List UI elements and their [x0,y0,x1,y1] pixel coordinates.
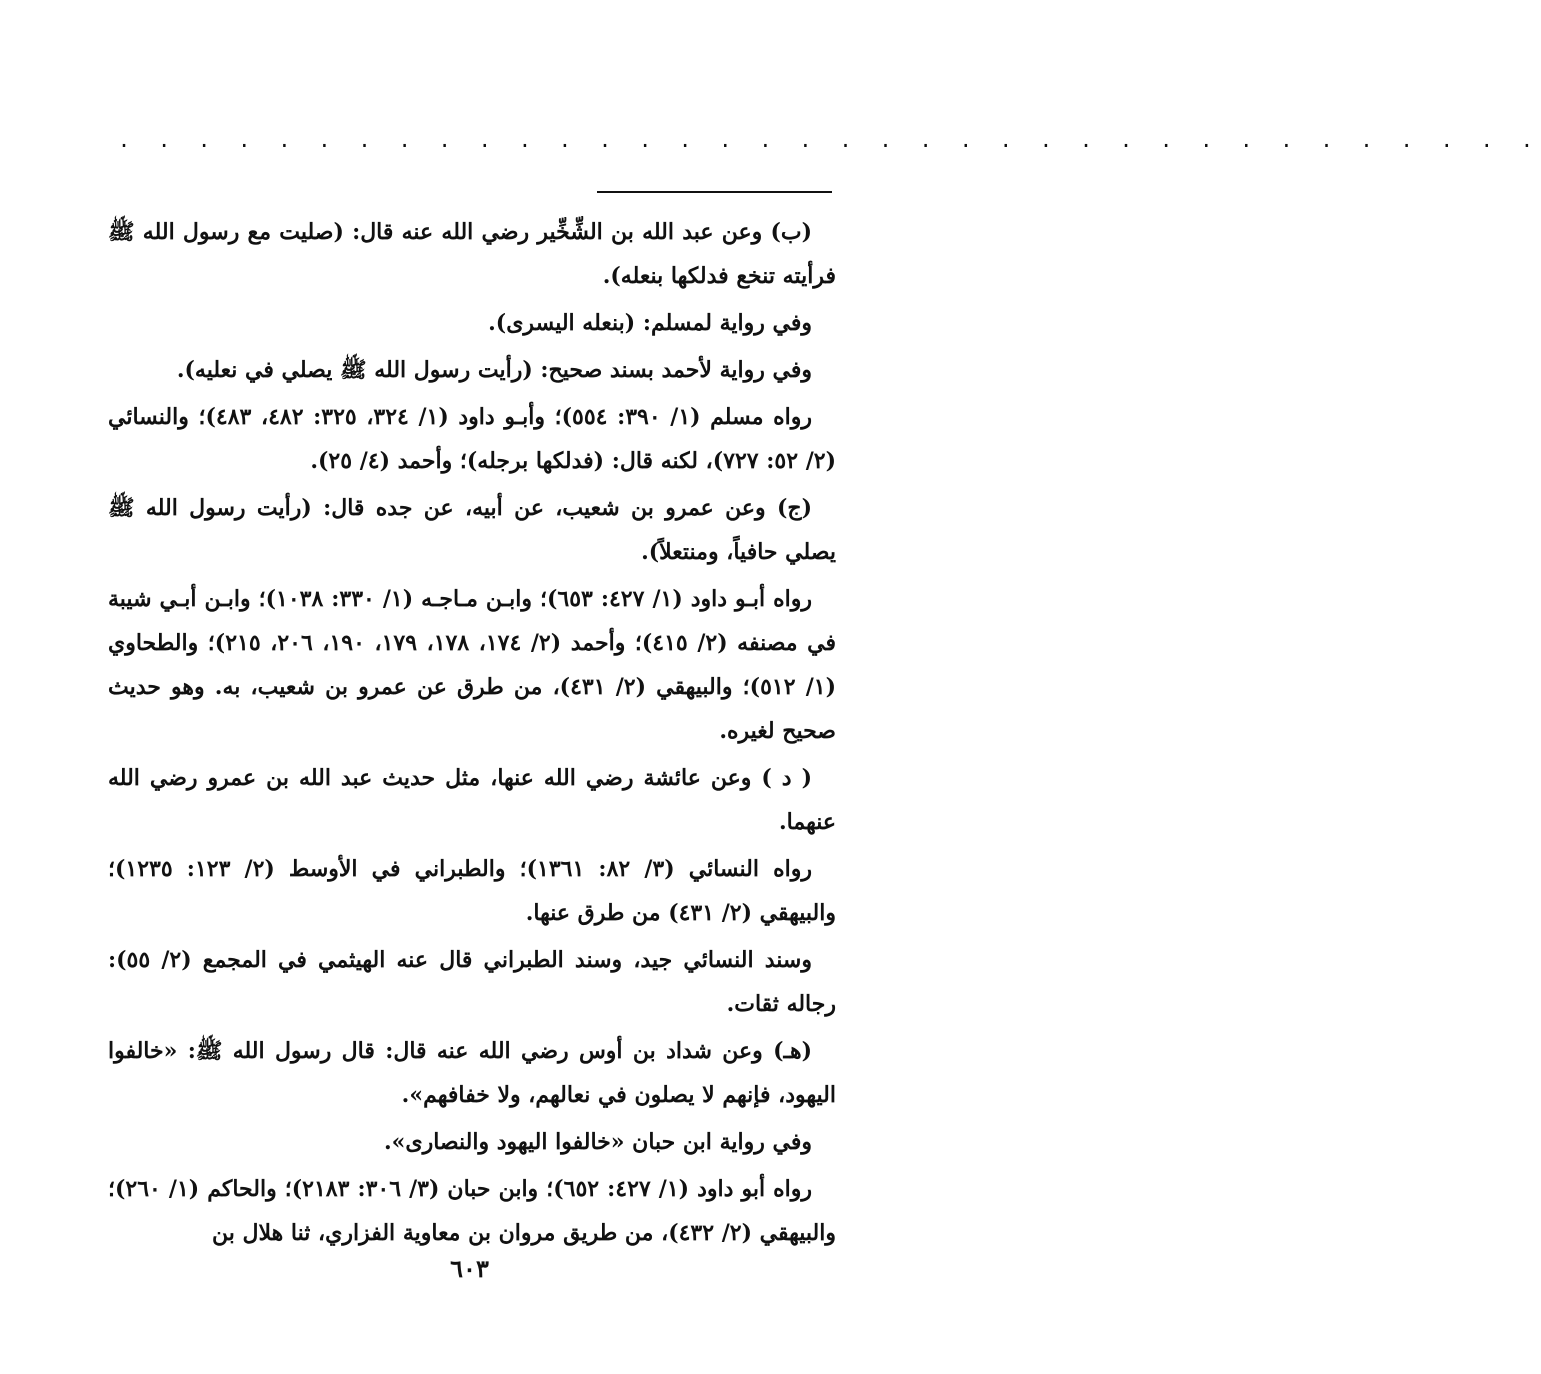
paragraph-ahmad-variant: وفي رواية لأحمد بسند صحيح: (رأيت رسول الله ﷺ يصلي في نعليه). [176,357,812,383]
page-number: ٦٠٣ [450,1254,489,1283]
paragraph-h: (هـ) وعن شداد بن أوس رضي الله عنه قال: قال رسول الله ﷺ: «خالفوا اليهود، فإنهم لا يصلون في نعالهم، ولا خفافهم». [108,1038,836,1108]
dotted-separator: . . . . . . . . . . . . . . . . . . . . . . . . . . . . . . . . . . . . [118,128,1541,152]
paragraph-muslim-variant: وفي رواية لمسلم: (بنعله اليسرى). [488,310,812,336]
paragraph-d-sources: رواه النسائي (٣/ ٨٢: ١٣٦١)؛ والطبراني في الأوسط (٢/ ١٢٣: ١٢٣٥)؛ والبيهقي (٢/ ٤٣١) من طرق عنها. [108,856,836,926]
paragraph-h-sources: رواه أبو داود (١/ ٤٢٧: ٦٥٢)؛ وابن حبان (٣/ ٣٠٦: ٢١٨٣)؛ والحاكم (١/ ٢٦٠)؛ والبيهقي (٢/ ٤٣٢)، من طريق مروان بن معاوية الفزاري، ثنا هلال بن [108,1176,836,1246]
paragraph-ibn-hibban-variant: وفي رواية ابن حبان «خالفوا اليهود والنصارى». [383,1129,812,1155]
paragraph-j-sources: رواه أبـو داود (١/ ٤٢٧: ٦٥٣)؛ وابـن مـاجـه (١/ ٣٣٠: ١٠٣٨)؛ وابـن أبـي شيبة في مصنفه (٢/ ٤١٥)؛ وأحمد (٢/ ١٧٤، ١٧٨، ١٧٩، ١٩٠، ٢٠٦، ٢١٥)؛ والطحاوي (١/ ٥١٢)؛ والبيهقي (٢/ ٤٣١)، من طرق عن عمرو بن شعيب، به. وهو حديث صحيح لغيره. [108,586,837,744]
paragraph-d-grading: وسند النسائي جيد، وسند الطبراني قال عنه الهيثمي في المجمع (٢/ ٥٥): رجاله ثقات. [108,947,836,1017]
footnote-text [108,210,836,1258]
paragraph-j: (ج) وعن عمرو بن شعيب، عن أبيه، عن جده قال: (رأيت رسول الله ﷺ يصلي حافياً، ومنتعلاً). [108,495,836,565]
paragraph-b: (ب) وعن عبد الله بن الشِّخِّير رضي الله عنه قال: (صليت مع رسول الله ﷺ فرأيته تنخع فدلكها بنعله). [108,219,836,289]
paragraph-d: ( د ) وعن عائشة رضي الله عنها، مثل حديث عبد الله بن عمرو رضي الله عنهما. [108,765,836,835]
footnote-rule [597,191,832,193]
paragraph-b-sources: رواه مسلم (١/ ٣٩٠: ٥٥٤)؛ وأبـو داود (١/ ٣٢٤، ٣٢٥: ٤٨٢، ٤٨٣)؛ والنسائي (٢/ ٥٢: ٧٢٧)، لكنه قال: (فدلكها برجله)؛ وأحمد (٤/ ٢٥). [108,404,836,474]
